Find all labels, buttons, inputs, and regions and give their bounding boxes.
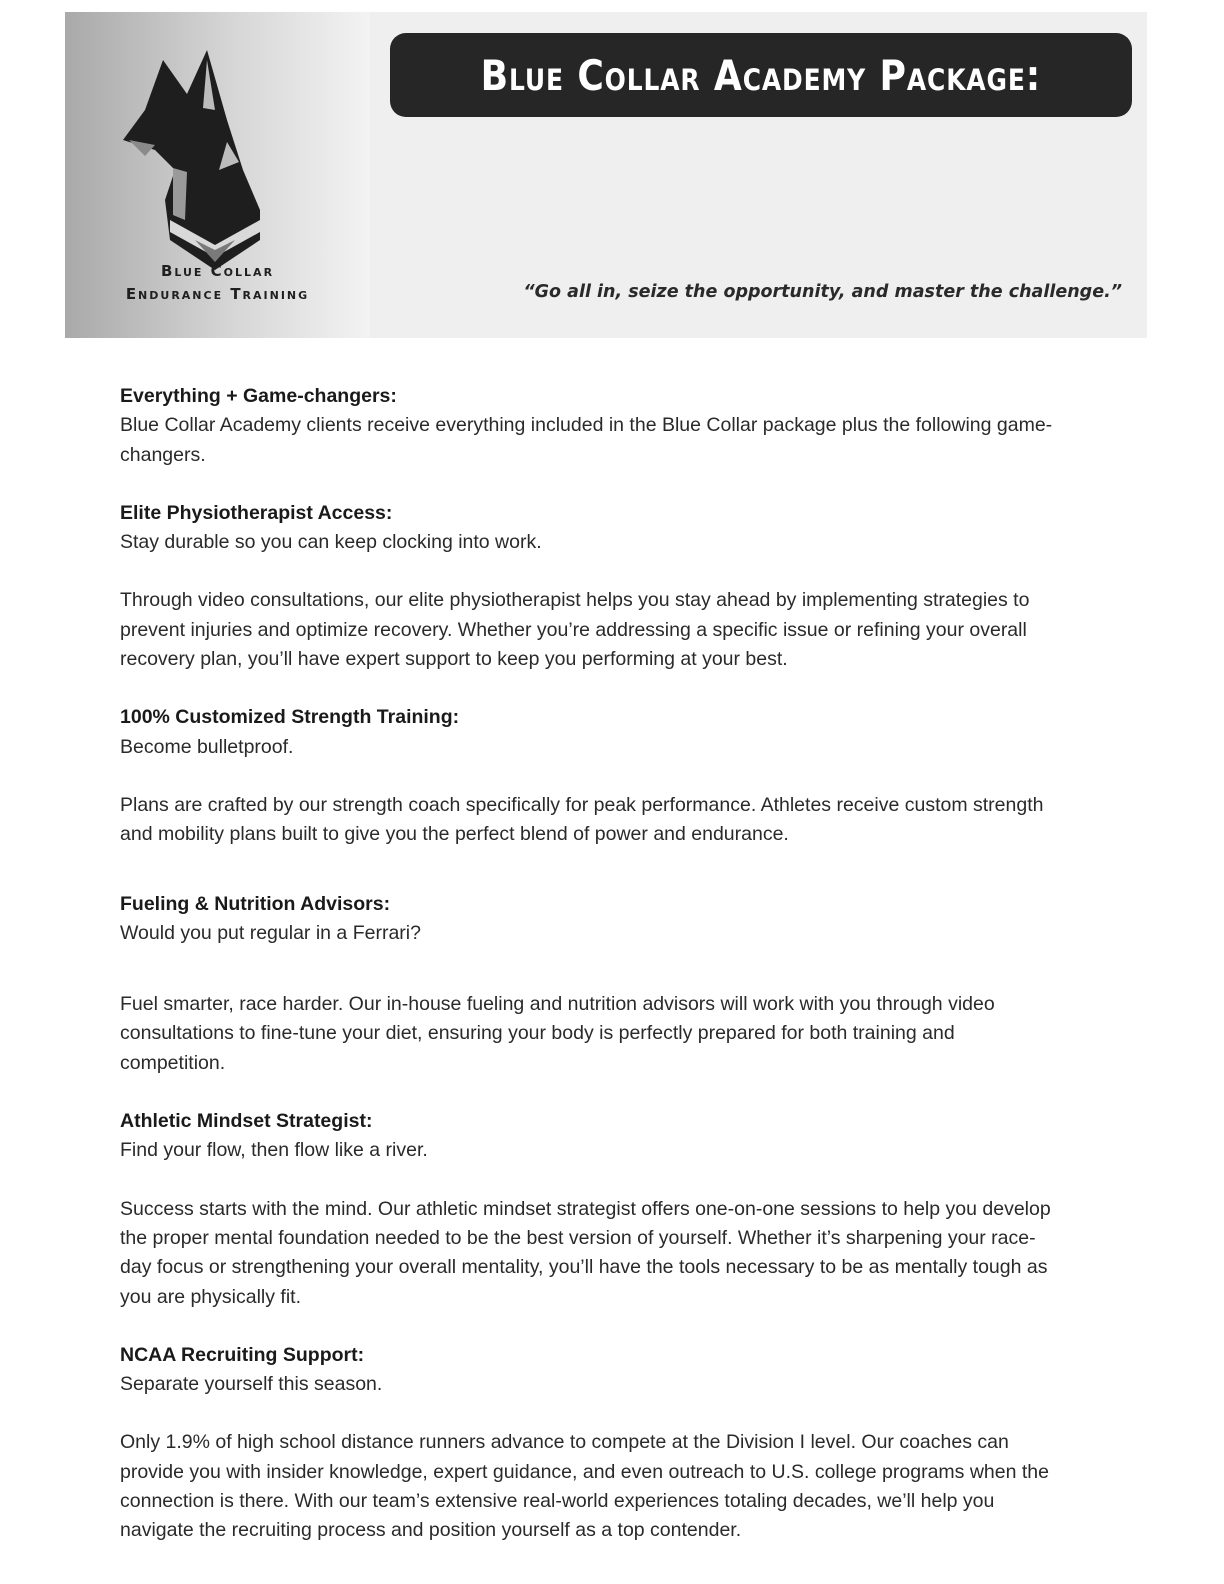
logo-text-line2: Endurance Training xyxy=(125,285,310,303)
dog-head-logo-icon xyxy=(115,50,275,270)
logo-panel xyxy=(65,12,370,338)
section-tagline: Stay durable so you can keep clocking into work. xyxy=(120,531,542,554)
section-recruiting xyxy=(120,1341,1060,1400)
section-heading: NCAA Recruiting Support: xyxy=(120,1343,365,1366)
section-mindset xyxy=(120,1107,1060,1166)
header-banner xyxy=(65,12,1147,338)
section-tagline: Separate yourself this season. xyxy=(120,1373,383,1396)
logo-text-line1: Blue Collar xyxy=(160,262,275,280)
title-banner xyxy=(390,33,1132,117)
section-physiotherapist-body xyxy=(120,586,1060,674)
section-body: Success starts with the mind. Our athletic mindset strategist offers one-on-one sessions to help you develop the proper mental foundation needed to be the best version of yourself. Whether it’s sharpening your race-day focus or strengthening your overall mentality, you’ll have the tools necessary to be as mentally tough as you are physically fit. xyxy=(120,1197,1051,1308)
section-heading: Everything + Game-changers: xyxy=(120,385,397,407)
section-tagline: Blue Collar Academy clients receive everything included in the Blue Collar package plus the following game-changers. xyxy=(120,414,1053,466)
section-strength xyxy=(120,703,1060,762)
section-recruiting-body xyxy=(120,1428,1060,1545)
section-everything xyxy=(120,382,1060,470)
section-physiotherapist xyxy=(120,499,1060,558)
section-tagline: Become bulletproof. xyxy=(120,735,294,758)
section-heading: Athletic Mindset Strategist: xyxy=(120,1110,373,1133)
section-strength-body xyxy=(120,791,1060,850)
document-body xyxy=(120,382,1060,1575)
section-nutrition-body xyxy=(120,990,1060,1078)
section-nutrition xyxy=(120,890,1060,949)
section-body: Fuel smarter, race harder. Our in-house fueling and nutrition advisors will work with you through video consultations to fine-tune your diet, ensuring your body is perfectly prepared for both training and competition. xyxy=(120,993,995,1074)
section-mindset-body xyxy=(120,1195,1060,1312)
page-title: Blue Collar Academy Package: xyxy=(480,50,1042,100)
section-body: Plans are crafted by our strength coach specifically for peak performance. Athletes receive custom strength and mobility plans built to give you the perfect blend of power and endurance. xyxy=(120,793,1044,846)
section-tagline: Find your flow, then flow like a river. xyxy=(120,1139,428,1162)
section-body: Through video consultations, our elite physiotherapist helps you stay ahead by implementing strategies to prevent injuries and optimize recovery. Whether you’re addressing a specific issue or refining your overall recovery plan, you’ll have expert support to keep you performing at your best. xyxy=(120,589,1030,671)
section-heading: Elite Physiotherapist Access: xyxy=(120,501,393,524)
section-heading: 100% Customized Strength Training: xyxy=(120,706,460,729)
section-tagline: Would you put regular in a Ferrari? xyxy=(120,921,421,944)
header-quote: “Go all in, seize the opportunity, and master the challenge.” xyxy=(523,282,1122,302)
section-heading: Fueling & Nutrition Advisors: xyxy=(120,892,391,915)
section-body: Only 1.9% of high school distance runners advance to compete at the Division I level. Our coaches can provide you with insider knowledge, expert guidance, and even outreach to U.S. college programs when the connection is there. With our team’s extensive real-world experiences totaling decades, we’ll help you navigate the recruiting process and position yourself as a top contender. xyxy=(120,1431,1049,1542)
